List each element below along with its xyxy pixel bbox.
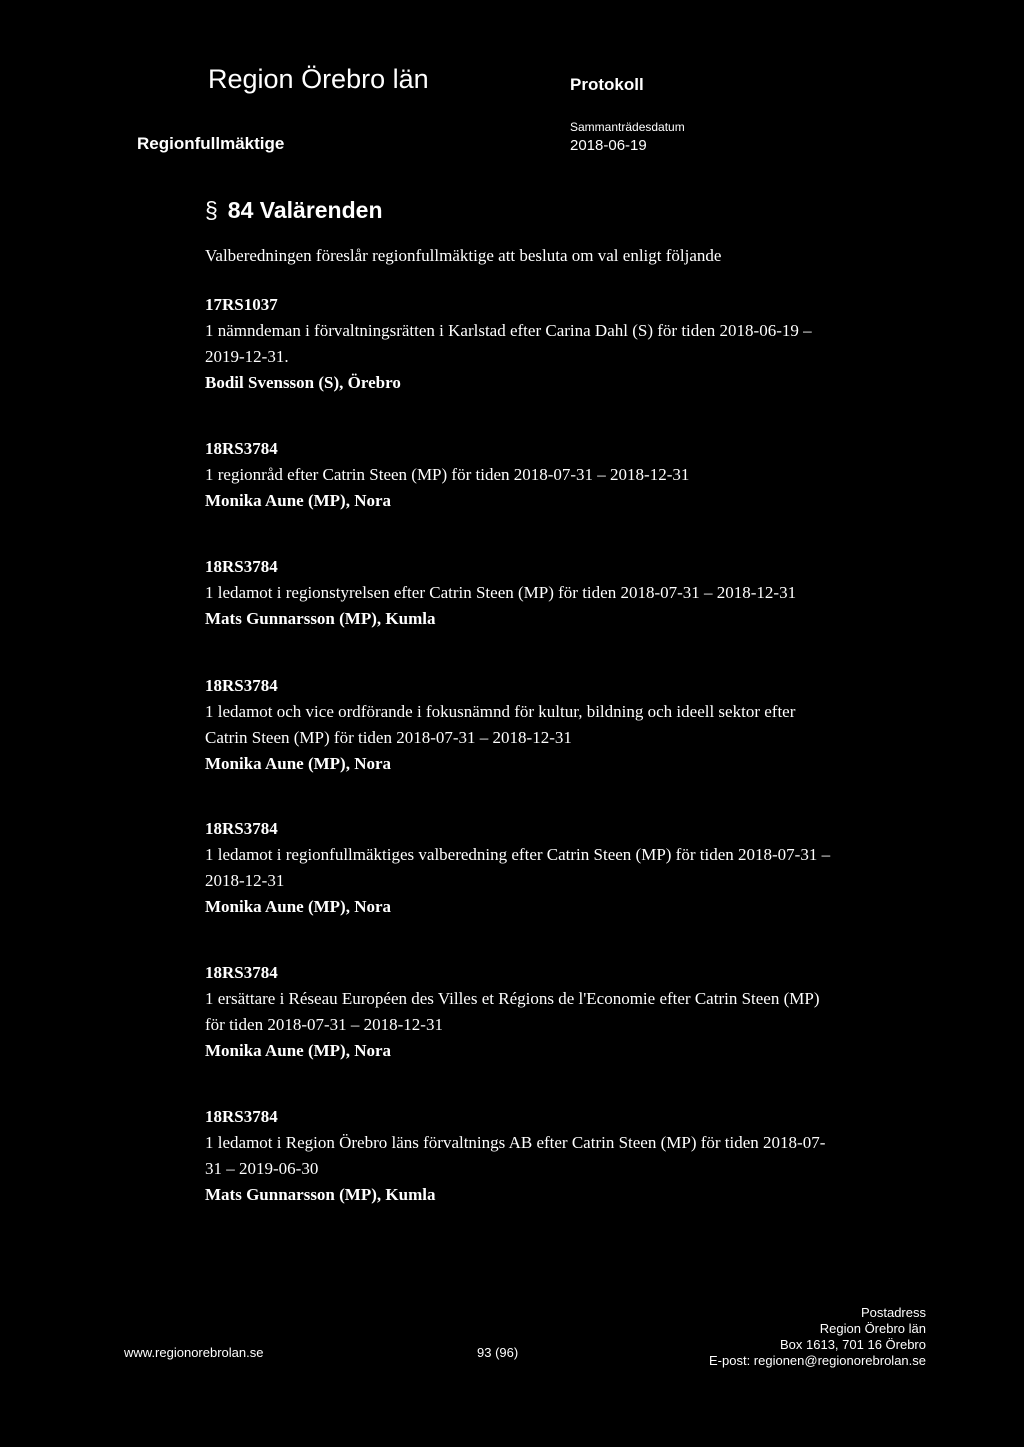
item-description: 31 – 2019-06-30	[205, 1159, 319, 1178]
meeting-date-label: Sammanträdesdatum	[570, 120, 685, 134]
footer-website: www.regionorebrolan.se	[124, 1345, 264, 1360]
item-description: 1 regionråd efter Catrin Steen (MP) för tiden 2018-07-31 – 2018-12-31	[205, 465, 690, 484]
footer-email: E-post: regionen@regionorebrolan.se	[709, 1353, 926, 1368]
case-number: 18RS3784	[205, 963, 278, 982]
case-number: 18RS3784	[205, 676, 278, 695]
item-description: för tiden 2018-07-31 – 2018-12-31	[205, 1015, 443, 1034]
elected-person: Monika Aune (MP), Nora	[205, 1041, 392, 1060]
election-item	[205, 292, 812, 396]
election-item	[205, 554, 796, 632]
section-heading	[205, 197, 383, 224]
case-number: 18RS3784	[205, 819, 278, 838]
item-description: 2018-12-31	[205, 871, 285, 890]
address-box: Box 1613, 701 16 Örebro	[780, 1337, 926, 1352]
organization-name: Region Örebro län	[208, 64, 429, 94]
elected-person: Monika Aune (MP), Nora	[205, 897, 392, 916]
section-intro: Valberedningen föreslår regionfullmäktige att besluta om val enligt följande	[205, 246, 722, 265]
item-description: 1 ledamot i regionfullmäktiges valberedning efter Catrin Steen (MP) för tiden 2018-07-31 –	[205, 845, 831, 864]
page-number: 93 (96)	[477, 1345, 519, 1360]
item-description: 1 nämndeman i förvaltningsrätten i Karlstad efter Carina Dahl (S) för tiden 2018-06-19 –	[205, 321, 812, 340]
case-number: 18RS3784	[205, 439, 278, 458]
committee-name: Regionfullmäktige	[137, 134, 285, 153]
footer-address	[709, 1305, 926, 1369]
elected-person: Bodil Svensson (S), Örebro	[205, 373, 401, 392]
case-number: 18RS3784	[205, 557, 278, 576]
election-item	[205, 816, 830, 920]
election-item	[205, 960, 820, 1064]
meeting-date: 2018-06-19	[570, 137, 647, 154]
elected-person: Monika Aune (MP), Nora	[205, 754, 392, 773]
elected-person: Mats Gunnarsson (MP), Kumla	[205, 609, 436, 628]
section-symbol: §	[205, 197, 218, 223]
elected-person: Monika Aune (MP), Nora	[205, 491, 392, 510]
elected-person: Mats Gunnarsson (MP), Kumla	[205, 1185, 436, 1204]
election-item	[205, 673, 795, 777]
item-description: 1 ledamot i Region Örebro läns förvaltnings AB efter Catrin Steen (MP) för tiden 2018-07-	[205, 1133, 826, 1152]
address-label: Postadress	[860, 1305, 926, 1320]
item-description: Catrin Steen (MP) för tiden 2018-07-31 – 2018-12-31	[205, 728, 572, 747]
election-item	[205, 1104, 825, 1208]
item-description: 1 ersättare i Réseau Européen des Villes et Régions de l'Economie efter Catrin Steen (MP)	[205, 989, 820, 1008]
election-item	[205, 436, 689, 514]
address-org: Region Örebro län	[819, 1321, 926, 1336]
item-description: 1 ledamot i regionstyrelsen efter Catrin Steen (MP) för tiden 2018-07-31 – 2018-12-31	[205, 583, 797, 602]
item-description: 2019-12-31.	[205, 347, 289, 366]
case-number: 18RS3784	[205, 1107, 278, 1126]
case-number: 17RS1037	[205, 295, 278, 314]
document-type: Protokoll	[570, 75, 644, 94]
item-description: 1 ledamot och vice ordförande i fokusnämnd för kultur, bildning och ideell sektor efter	[205, 702, 796, 721]
section-title: 84 Valärenden	[227, 197, 383, 223]
